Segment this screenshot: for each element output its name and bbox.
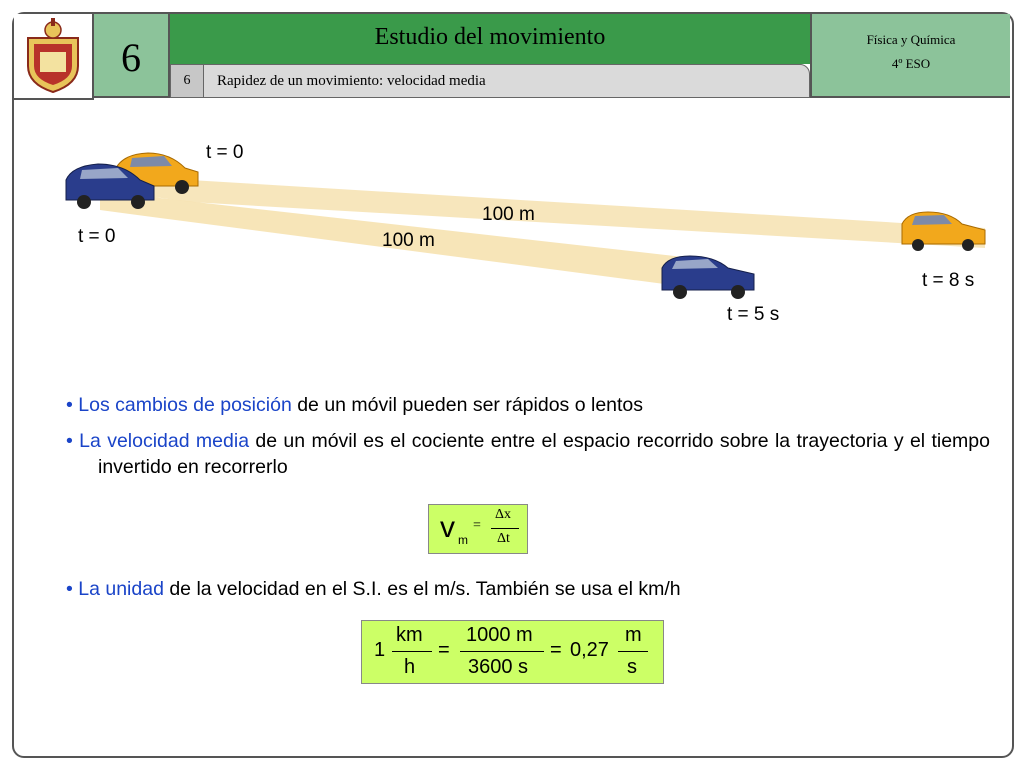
bullet-2-highlight: La velocidad media	[79, 430, 250, 452]
conv-eq-2: =	[550, 639, 562, 661]
bullet-1-highlight: Los cambios de posición	[78, 394, 292, 416]
fraction-bar	[491, 528, 519, 529]
unit-number: 6	[121, 35, 141, 80]
conv-bar-1	[392, 651, 432, 652]
bullet-1-text: de un móvil pueden ser rápidos o lentos	[291, 394, 644, 416]
formula-denominator: Δt	[497, 531, 510, 546]
conv-bar-3	[618, 651, 648, 652]
car-trails	[60, 140, 1000, 340]
school-logo	[14, 14, 94, 100]
subject-name: Física y Química	[866, 32, 956, 47]
label-t5: t = 5 s	[727, 304, 780, 325]
conv-one: 1	[374, 639, 386, 661]
section-number: 6	[171, 65, 204, 97]
conv-m: m	[625, 624, 642, 646]
bullet-1: • Los cambios de posición de un móvil pueden ser rápidos o lentos	[66, 394, 644, 416]
formula-v: v	[440, 511, 455, 544]
formula-numerator: Δx	[495, 507, 512, 522]
bullet-2-text: de un móvil es el cociente entre el espacio recorrido sobre la trayectoria y el tiempo invertido en recorrerlo	[98, 430, 990, 478]
motion-diagram	[60, 140, 1000, 340]
conv-km: km	[396, 624, 423, 646]
bullet-3: • La unidad de la velocidad en el S.I. es el m/s. También se usa el km/h	[66, 578, 681, 600]
page-title: Estudio del movimiento	[374, 24, 606, 50]
course-level: 4º ESO	[891, 56, 931, 71]
label-distance-top: 100 m	[482, 204, 535, 225]
unit-conversion-formula	[361, 620, 664, 684]
conv-eq-1: =	[438, 639, 450, 661]
subject-box	[810, 14, 1010, 98]
blue-car-middle-icon	[662, 256, 754, 299]
yellow-car-trail	[140, 170, 985, 248]
label-distance-bottom: 100 m	[382, 230, 435, 251]
conv-h: h	[404, 656, 416, 678]
conv-3600s: 3600 s	[468, 656, 529, 678]
title-bar	[170, 14, 810, 64]
crest-icon	[14, 14, 92, 98]
average-velocity-formula	[428, 504, 528, 554]
formula-equals: =	[473, 518, 481, 533]
bullet-2: • La velocidad media de un móvil es el cociente entre el espacio recorrido sobre la trayectoria y el tiempo invertido en recorrerlo	[66, 430, 990, 478]
conv-1000m: 1000 m	[466, 624, 533, 646]
section-bar	[170, 64, 810, 98]
section-title: Rapidez de un movimiento: velocidad media	[217, 73, 486, 89]
label-t0-left: t = 0	[78, 226, 116, 247]
bullet-3-text: de la velocidad en el S.I. es el m/s. También se usa el km/h	[163, 578, 681, 600]
label-t8: t = 8 s	[922, 270, 975, 291]
formula-v-subscript: m	[458, 533, 468, 547]
conv-bar-2	[460, 651, 544, 652]
unit-number-box	[94, 14, 170, 98]
conv-s: s	[627, 656, 637, 678]
conv-value: 0,27	[570, 639, 609, 661]
label-t0-top: t = 0	[206, 142, 244, 163]
bullet-3-highlight: La unidad	[78, 578, 164, 600]
